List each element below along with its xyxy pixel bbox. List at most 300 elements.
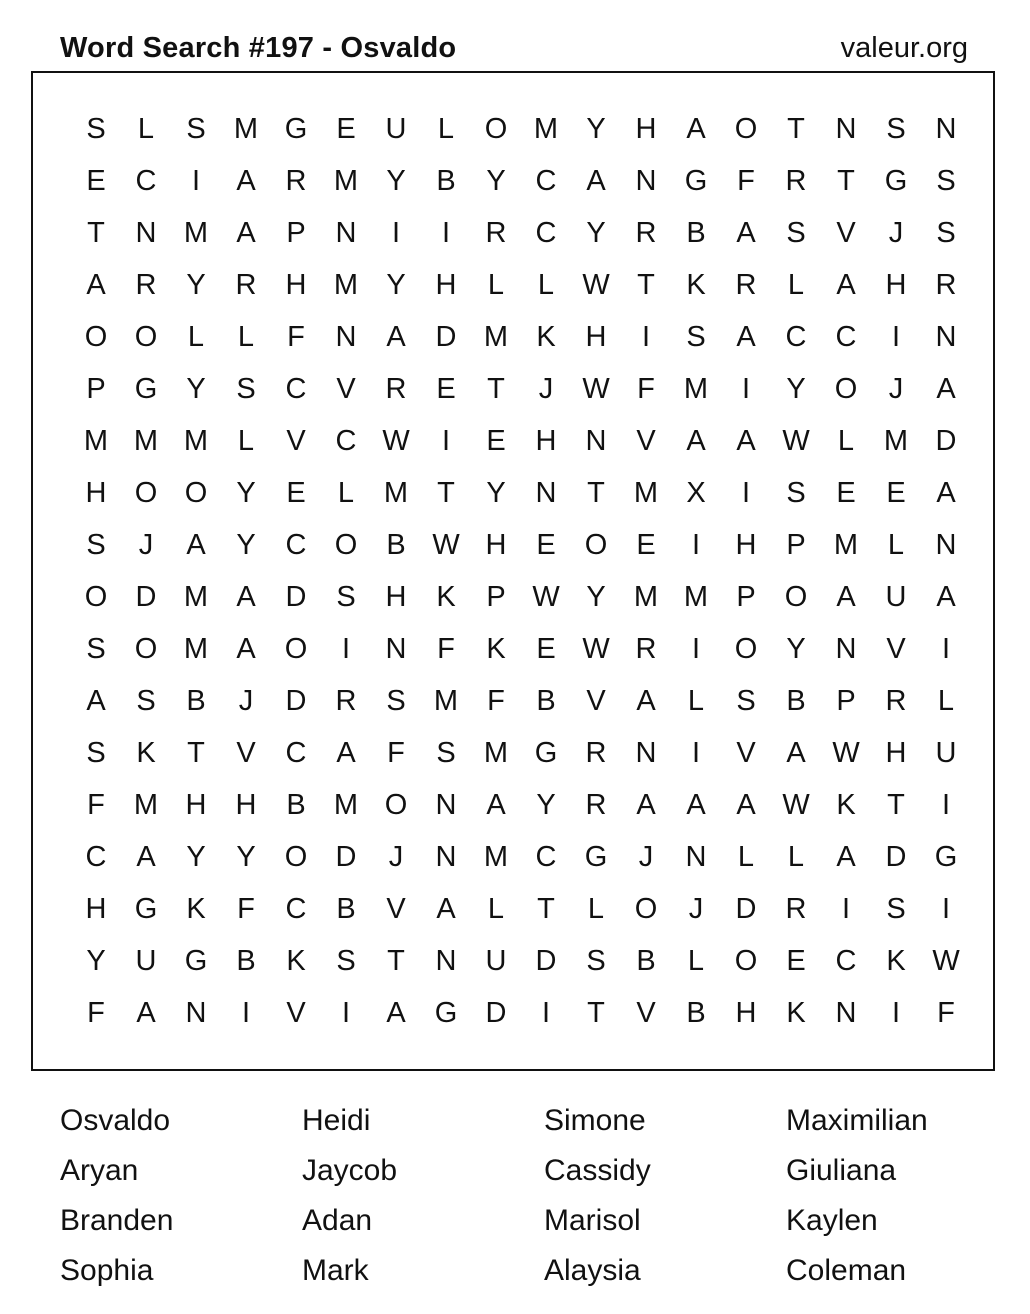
- grid-cell[interactable]: A: [236, 164, 256, 197]
- grid-cell[interactable]: G: [934, 840, 958, 873]
- grid-cell[interactable]: L: [237, 424, 255, 457]
- grid-cell[interactable]: V: [586, 684, 606, 717]
- grid-cell[interactable]: A: [336, 736, 356, 769]
- grid-cell[interactable]: M: [133, 424, 159, 457]
- grid-cell[interactable]: K: [286, 944, 306, 977]
- grid-cell[interactable]: L: [687, 944, 705, 977]
- grid-cell[interactable]: B: [286, 788, 306, 821]
- grid-cell[interactable]: A: [236, 216, 256, 249]
- grid-cell[interactable]: F: [237, 892, 255, 925]
- grid-cell[interactable]: H: [185, 788, 207, 821]
- grid-cell[interactable]: D: [535, 944, 557, 977]
- grid-cell[interactable]: M: [83, 424, 109, 457]
- grid-cell[interactable]: O: [184, 476, 208, 509]
- grid-cell[interactable]: L: [837, 424, 855, 457]
- grid-cell[interactable]: S: [86, 632, 106, 665]
- grid-cell[interactable]: V: [636, 424, 656, 457]
- grid-cell[interactable]: H: [585, 320, 607, 353]
- grid-cell[interactable]: S: [336, 580, 356, 613]
- grid-cell[interactable]: S: [886, 892, 906, 925]
- grid-cell[interactable]: F: [387, 736, 405, 769]
- grid-cell[interactable]: Y: [236, 476, 256, 509]
- grid-cell[interactable]: T: [637, 268, 655, 301]
- grid-cell[interactable]: I: [341, 632, 351, 665]
- grid-cell[interactable]: A: [936, 476, 956, 509]
- grid-cell[interactable]: F: [437, 632, 455, 665]
- grid-cell[interactable]: Y: [586, 216, 606, 249]
- grid-cell[interactable]: L: [337, 476, 355, 509]
- grid-cell[interactable]: E: [336, 112, 356, 145]
- grid-cell[interactable]: F: [937, 996, 955, 1029]
- grid-cell[interactable]: N: [635, 736, 657, 769]
- grid-cell[interactable]: N: [435, 944, 457, 977]
- grid-cell[interactable]: Y: [386, 164, 406, 197]
- grid-cell[interactable]: K: [536, 320, 556, 353]
- grid-cell[interactable]: C: [285, 372, 307, 405]
- grid-cell[interactable]: G: [284, 112, 308, 145]
- grid-cell[interactable]: M: [183, 424, 209, 457]
- grid-cell[interactable]: B: [236, 944, 256, 977]
- grid-cell[interactable]: M: [433, 684, 459, 717]
- grid-cell[interactable]: V: [336, 372, 356, 405]
- grid-cell[interactable]: I: [841, 892, 851, 925]
- grid-cell[interactable]: T: [587, 996, 605, 1029]
- grid-cell[interactable]: I: [891, 320, 901, 353]
- grid-cell[interactable]: J: [538, 372, 554, 405]
- grid-cell[interactable]: C: [835, 944, 857, 977]
- grid-cell[interactable]: D: [735, 892, 757, 925]
- grid-cell[interactable]: C: [135, 164, 157, 197]
- grid-cell[interactable]: H: [635, 112, 657, 145]
- grid-cell[interactable]: O: [734, 632, 758, 665]
- grid-cell[interactable]: O: [634, 892, 658, 925]
- grid-cell[interactable]: H: [235, 788, 257, 821]
- grid-cell[interactable]: A: [486, 788, 506, 821]
- grid-cell[interactable]: N: [135, 216, 157, 249]
- grid-cell[interactable]: M: [683, 372, 709, 405]
- grid-cell[interactable]: A: [736, 788, 756, 821]
- grid-cell[interactable]: C: [835, 320, 857, 353]
- grid-cell[interactable]: S: [336, 944, 356, 977]
- grid-cell[interactable]: B: [636, 944, 656, 977]
- grid-cell[interactable]: Y: [786, 372, 806, 405]
- grid-cell[interactable]: V: [236, 736, 256, 769]
- grid-cell[interactable]: E: [786, 944, 806, 977]
- grid-cell[interactable]: A: [936, 580, 956, 613]
- grid-cell[interactable]: A: [586, 164, 606, 197]
- grid-cell[interactable]: M: [633, 476, 659, 509]
- grid-cell[interactable]: I: [691, 736, 701, 769]
- grid-cell[interactable]: Y: [486, 164, 506, 197]
- grid-cell[interactable]: K: [436, 580, 456, 613]
- grid-cell[interactable]: T: [437, 476, 455, 509]
- grid-cell[interactable]: W: [832, 736, 860, 769]
- grid-cell[interactable]: L: [137, 112, 155, 145]
- grid-cell[interactable]: E: [436, 372, 456, 405]
- grid-cell[interactable]: R: [885, 684, 907, 717]
- grid-cell[interactable]: K: [136, 736, 156, 769]
- grid-cell[interactable]: I: [941, 788, 951, 821]
- grid-cell[interactable]: K: [886, 944, 906, 977]
- grid-cell[interactable]: W: [582, 268, 610, 301]
- grid-cell[interactable]: I: [441, 216, 451, 249]
- grid-cell[interactable]: N: [935, 528, 957, 561]
- grid-cell[interactable]: T: [837, 164, 855, 197]
- grid-cell[interactable]: M: [133, 788, 159, 821]
- grid-cell[interactable]: S: [436, 736, 456, 769]
- grid-cell[interactable]: L: [437, 112, 455, 145]
- grid-cell[interactable]: X: [686, 476, 706, 509]
- grid-cell[interactable]: F: [287, 320, 305, 353]
- grid-cell[interactable]: H: [735, 528, 757, 561]
- grid-cell[interactable]: G: [434, 996, 458, 1029]
- grid-cell[interactable]: F: [87, 996, 105, 1029]
- grid-cell[interactable]: M: [183, 632, 209, 665]
- grid-cell[interactable]: I: [941, 892, 951, 925]
- grid-cell[interactable]: S: [936, 164, 956, 197]
- grid-cell[interactable]: H: [85, 476, 107, 509]
- grid-cell[interactable]: H: [535, 424, 557, 457]
- grid-cell[interactable]: I: [341, 996, 351, 1029]
- grid-cell[interactable]: T: [787, 112, 805, 145]
- grid-cell[interactable]: M: [633, 580, 659, 613]
- grid-cell[interactable]: A: [136, 996, 156, 1029]
- grid-cell[interactable]: W: [432, 528, 460, 561]
- grid-cell[interactable]: P: [836, 684, 856, 717]
- grid-cell[interactable]: E: [86, 164, 106, 197]
- grid-cell[interactable]: L: [487, 268, 505, 301]
- grid-cell[interactable]: O: [834, 372, 858, 405]
- grid-cell[interactable]: J: [638, 840, 654, 873]
- grid-cell[interactable]: Y: [186, 372, 206, 405]
- grid-cell[interactable]: N: [935, 112, 957, 145]
- grid-cell[interactable]: V: [636, 996, 656, 1029]
- grid-cell[interactable]: S: [586, 944, 606, 977]
- grid-cell[interactable]: J: [888, 216, 904, 249]
- grid-cell[interactable]: N: [435, 840, 457, 873]
- grid-cell[interactable]: O: [134, 320, 158, 353]
- grid-cell[interactable]: W: [782, 788, 810, 821]
- grid-cell[interactable]: T: [387, 944, 405, 977]
- grid-cell[interactable]: M: [483, 840, 509, 873]
- grid-cell[interactable]: O: [134, 632, 158, 665]
- grid-cell[interactable]: Y: [86, 944, 106, 977]
- grid-cell[interactable]: A: [736, 216, 756, 249]
- grid-cell[interactable]: S: [86, 528, 106, 561]
- grid-cell[interactable]: O: [334, 528, 358, 561]
- grid-cell[interactable]: N: [635, 164, 657, 197]
- grid-cell[interactable]: M: [183, 580, 209, 613]
- grid-cell[interactable]: A: [686, 424, 706, 457]
- grid-cell[interactable]: M: [683, 580, 709, 613]
- grid-cell[interactable]: J: [688, 892, 704, 925]
- grid-cell[interactable]: W: [932, 944, 960, 977]
- grid-cell[interactable]: N: [685, 840, 707, 873]
- grid-cell[interactable]: B: [786, 684, 806, 717]
- grid-cell[interactable]: U: [485, 944, 507, 977]
- grid-cell[interactable]: M: [883, 424, 909, 457]
- grid-cell[interactable]: T: [587, 476, 605, 509]
- grid-cell[interactable]: R: [935, 268, 957, 301]
- grid-cell[interactable]: B: [536, 684, 556, 717]
- grid-cell[interactable]: H: [435, 268, 457, 301]
- grid-cell[interactable]: A: [936, 372, 956, 405]
- grid-cell[interactable]: C: [285, 736, 307, 769]
- grid-cell[interactable]: R: [135, 268, 157, 301]
- grid-cell[interactable]: T: [537, 892, 555, 925]
- grid-cell[interactable]: M: [333, 788, 359, 821]
- grid-cell[interactable]: G: [184, 944, 208, 977]
- grid-cell[interactable]: L: [587, 892, 605, 925]
- grid-cell[interactable]: H: [285, 268, 307, 301]
- grid-cell[interactable]: D: [135, 580, 157, 613]
- grid-cell[interactable]: S: [736, 684, 756, 717]
- grid-cell[interactable]: A: [686, 112, 706, 145]
- grid-cell[interactable]: L: [237, 320, 255, 353]
- grid-cell[interactable]: J: [238, 684, 254, 717]
- grid-cell[interactable]: U: [935, 736, 957, 769]
- grid-cell[interactable]: J: [388, 840, 404, 873]
- grid-cell[interactable]: R: [635, 216, 657, 249]
- grid-cell[interactable]: C: [535, 164, 557, 197]
- grid-cell[interactable]: I: [741, 372, 751, 405]
- grid-cell[interactable]: C: [85, 840, 107, 873]
- grid-cell[interactable]: M: [333, 164, 359, 197]
- grid-cell[interactable]: A: [86, 684, 106, 717]
- grid-cell[interactable]: L: [887, 528, 905, 561]
- grid-cell[interactable]: S: [236, 372, 256, 405]
- grid-cell[interactable]: W: [582, 372, 610, 405]
- grid-cell[interactable]: A: [236, 632, 256, 665]
- grid-cell[interactable]: R: [785, 892, 807, 925]
- grid-cell[interactable]: O: [84, 580, 108, 613]
- grid-cell[interactable]: V: [736, 736, 756, 769]
- grid-cell[interactable]: C: [785, 320, 807, 353]
- grid-cell[interactable]: T: [187, 736, 205, 769]
- grid-cell[interactable]: I: [641, 320, 651, 353]
- grid-cell[interactable]: O: [734, 944, 758, 977]
- grid-cell[interactable]: V: [836, 216, 856, 249]
- grid-cell[interactable]: T: [887, 788, 905, 821]
- grid-cell[interactable]: S: [136, 684, 156, 717]
- grid-cell[interactable]: Y: [186, 268, 206, 301]
- grid-cell[interactable]: P: [786, 528, 806, 561]
- grid-cell[interactable]: I: [541, 996, 551, 1029]
- grid-cell[interactable]: A: [786, 736, 806, 769]
- grid-cell[interactable]: N: [935, 320, 957, 353]
- grid-cell[interactable]: E: [486, 424, 506, 457]
- grid-cell[interactable]: H: [885, 736, 907, 769]
- grid-cell[interactable]: S: [186, 112, 206, 145]
- grid-cell[interactable]: G: [534, 736, 558, 769]
- grid-cell[interactable]: N: [185, 996, 207, 1029]
- grid-cell[interactable]: N: [585, 424, 607, 457]
- grid-cell[interactable]: V: [286, 996, 306, 1029]
- grid-cell[interactable]: G: [584, 840, 608, 873]
- grid-cell[interactable]: B: [686, 996, 706, 1029]
- grid-cell[interactable]: H: [885, 268, 907, 301]
- grid-cell[interactable]: L: [537, 268, 555, 301]
- grid-cell[interactable]: J: [888, 372, 904, 405]
- grid-cell[interactable]: A: [636, 684, 656, 717]
- grid-cell[interactable]: N: [835, 996, 857, 1029]
- grid-cell[interactable]: D: [285, 580, 307, 613]
- grid-cell[interactable]: D: [935, 424, 957, 457]
- grid-cell[interactable]: A: [836, 840, 856, 873]
- grid-cell[interactable]: R: [585, 736, 607, 769]
- grid-cell[interactable]: G: [884, 164, 908, 197]
- grid-cell[interactable]: A: [136, 840, 156, 873]
- grid-cell[interactable]: R: [735, 268, 757, 301]
- grid-cell[interactable]: B: [336, 892, 356, 925]
- grid-cell[interactable]: E: [636, 528, 656, 561]
- grid-cell[interactable]: B: [686, 216, 706, 249]
- grid-cell[interactable]: H: [85, 892, 107, 925]
- grid-cell[interactable]: R: [285, 164, 307, 197]
- grid-cell[interactable]: L: [487, 892, 505, 925]
- grid-cell[interactable]: L: [687, 684, 705, 717]
- grid-cell[interactable]: R: [385, 372, 407, 405]
- grid-cell[interactable]: T: [87, 216, 105, 249]
- grid-cell[interactable]: D: [485, 996, 507, 1029]
- grid-cell[interactable]: Y: [236, 840, 256, 873]
- grid-cell[interactable]: A: [436, 892, 456, 925]
- grid-cell[interactable]: A: [836, 580, 856, 613]
- grid-cell[interactable]: Y: [586, 112, 606, 145]
- grid-cell[interactable]: M: [333, 268, 359, 301]
- grid-cell[interactable]: H: [735, 996, 757, 1029]
- grid-cell[interactable]: N: [435, 788, 457, 821]
- grid-cell[interactable]: G: [134, 892, 158, 925]
- grid-cell[interactable]: K: [686, 268, 706, 301]
- grid-cell[interactable]: P: [486, 580, 506, 613]
- grid-cell[interactable]: B: [186, 684, 206, 717]
- grid-cell[interactable]: D: [885, 840, 907, 873]
- grid-cell[interactable]: C: [285, 528, 307, 561]
- grid-cell[interactable]: A: [736, 320, 756, 353]
- grid-cell[interactable]: O: [384, 788, 408, 821]
- grid-cell[interactable]: F: [87, 788, 105, 821]
- grid-cell[interactable]: R: [335, 684, 357, 717]
- grid-cell[interactable]: D: [335, 840, 357, 873]
- grid-cell[interactable]: S: [936, 216, 956, 249]
- grid-cell[interactable]: W: [532, 580, 560, 613]
- grid-cell[interactable]: S: [786, 216, 806, 249]
- grid-cell[interactable]: K: [836, 788, 856, 821]
- grid-cell[interactable]: V: [386, 892, 406, 925]
- grid-cell[interactable]: F: [637, 372, 655, 405]
- grid-cell[interactable]: I: [691, 632, 701, 665]
- grid-cell[interactable]: G: [684, 164, 708, 197]
- grid-cell[interactable]: S: [886, 112, 906, 145]
- grid-cell[interactable]: Y: [536, 788, 556, 821]
- grid-cell[interactable]: C: [535, 840, 557, 873]
- grid-cell[interactable]: A: [186, 528, 206, 561]
- grid-cell[interactable]: S: [86, 112, 106, 145]
- grid-cell[interactable]: J: [138, 528, 154, 561]
- grid-cell[interactable]: I: [741, 476, 751, 509]
- grid-cell[interactable]: N: [835, 112, 857, 145]
- grid-cell[interactable]: P: [286, 216, 306, 249]
- grid-cell[interactable]: C: [335, 424, 357, 457]
- grid-cell[interactable]: U: [885, 580, 907, 613]
- grid-cell[interactable]: O: [284, 840, 308, 873]
- grid-cell[interactable]: A: [836, 268, 856, 301]
- grid-cell[interactable]: L: [737, 840, 755, 873]
- grid-cell[interactable]: Y: [486, 476, 506, 509]
- grid-cell[interactable]: I: [891, 996, 901, 1029]
- grid-cell[interactable]: I: [691, 528, 701, 561]
- grid-cell[interactable]: F: [487, 684, 505, 717]
- grid-cell[interactable]: N: [385, 632, 407, 665]
- grid-cell[interactable]: V: [286, 424, 306, 457]
- grid-cell[interactable]: D: [285, 684, 307, 717]
- grid-cell[interactable]: I: [941, 632, 951, 665]
- grid-cell[interactable]: Y: [386, 268, 406, 301]
- grid-cell[interactable]: W: [582, 632, 610, 665]
- grid-cell[interactable]: B: [386, 528, 406, 561]
- grid-cell[interactable]: O: [484, 112, 508, 145]
- grid-cell[interactable]: M: [483, 736, 509, 769]
- grid-cell[interactable]: I: [191, 164, 201, 197]
- grid-cell[interactable]: K: [786, 996, 806, 1029]
- grid-cell[interactable]: L: [787, 840, 805, 873]
- grid-cell[interactable]: R: [635, 632, 657, 665]
- grid-cell[interactable]: S: [786, 476, 806, 509]
- grid-cell[interactable]: W: [382, 424, 410, 457]
- grid-cell[interactable]: H: [485, 528, 507, 561]
- grid-cell[interactable]: O: [584, 528, 608, 561]
- grid-cell[interactable]: I: [241, 996, 251, 1029]
- grid-cell[interactable]: Y: [186, 840, 206, 873]
- grid-cell[interactable]: L: [937, 684, 955, 717]
- grid-cell[interactable]: M: [383, 476, 409, 509]
- grid-cell[interactable]: N: [835, 632, 857, 665]
- grid-cell[interactable]: S: [686, 320, 706, 353]
- grid-cell[interactable]: I: [391, 216, 401, 249]
- grid-cell[interactable]: O: [734, 112, 758, 145]
- grid-cell[interactable]: R: [485, 216, 507, 249]
- grid-cell[interactable]: U: [135, 944, 157, 977]
- grid-cell[interactable]: F: [737, 164, 755, 197]
- grid-cell[interactable]: R: [235, 268, 257, 301]
- grid-cell[interactable]: Y: [586, 580, 606, 613]
- grid-cell[interactable]: T: [487, 372, 505, 405]
- grid-cell[interactable]: E: [286, 476, 306, 509]
- grid-cell[interactable]: N: [535, 476, 557, 509]
- grid-cell[interactable]: C: [535, 216, 557, 249]
- grid-cell[interactable]: R: [785, 164, 807, 197]
- grid-cell[interactable]: D: [435, 320, 457, 353]
- grid-cell[interactable]: M: [833, 528, 859, 561]
- grid-cell[interactable]: G: [134, 372, 158, 405]
- grid-cell[interactable]: P: [86, 372, 106, 405]
- grid-cell[interactable]: M: [233, 112, 259, 145]
- grid-cell[interactable]: C: [285, 892, 307, 925]
- grid-cell[interactable]: M: [483, 320, 509, 353]
- grid-cell[interactable]: W: [782, 424, 810, 457]
- grid-cell[interactable]: L: [787, 268, 805, 301]
- grid-cell[interactable]: A: [386, 320, 406, 353]
- grid-cell[interactable]: K: [186, 892, 206, 925]
- grid-cell[interactable]: A: [236, 580, 256, 613]
- grid-cell[interactable]: O: [134, 476, 158, 509]
- grid-cell[interactable]: N: [335, 216, 357, 249]
- grid-cell[interactable]: I: [441, 424, 451, 457]
- grid-cell[interactable]: M: [183, 216, 209, 249]
- grid-cell[interactable]: O: [784, 580, 808, 613]
- grid-cell[interactable]: Y: [236, 528, 256, 561]
